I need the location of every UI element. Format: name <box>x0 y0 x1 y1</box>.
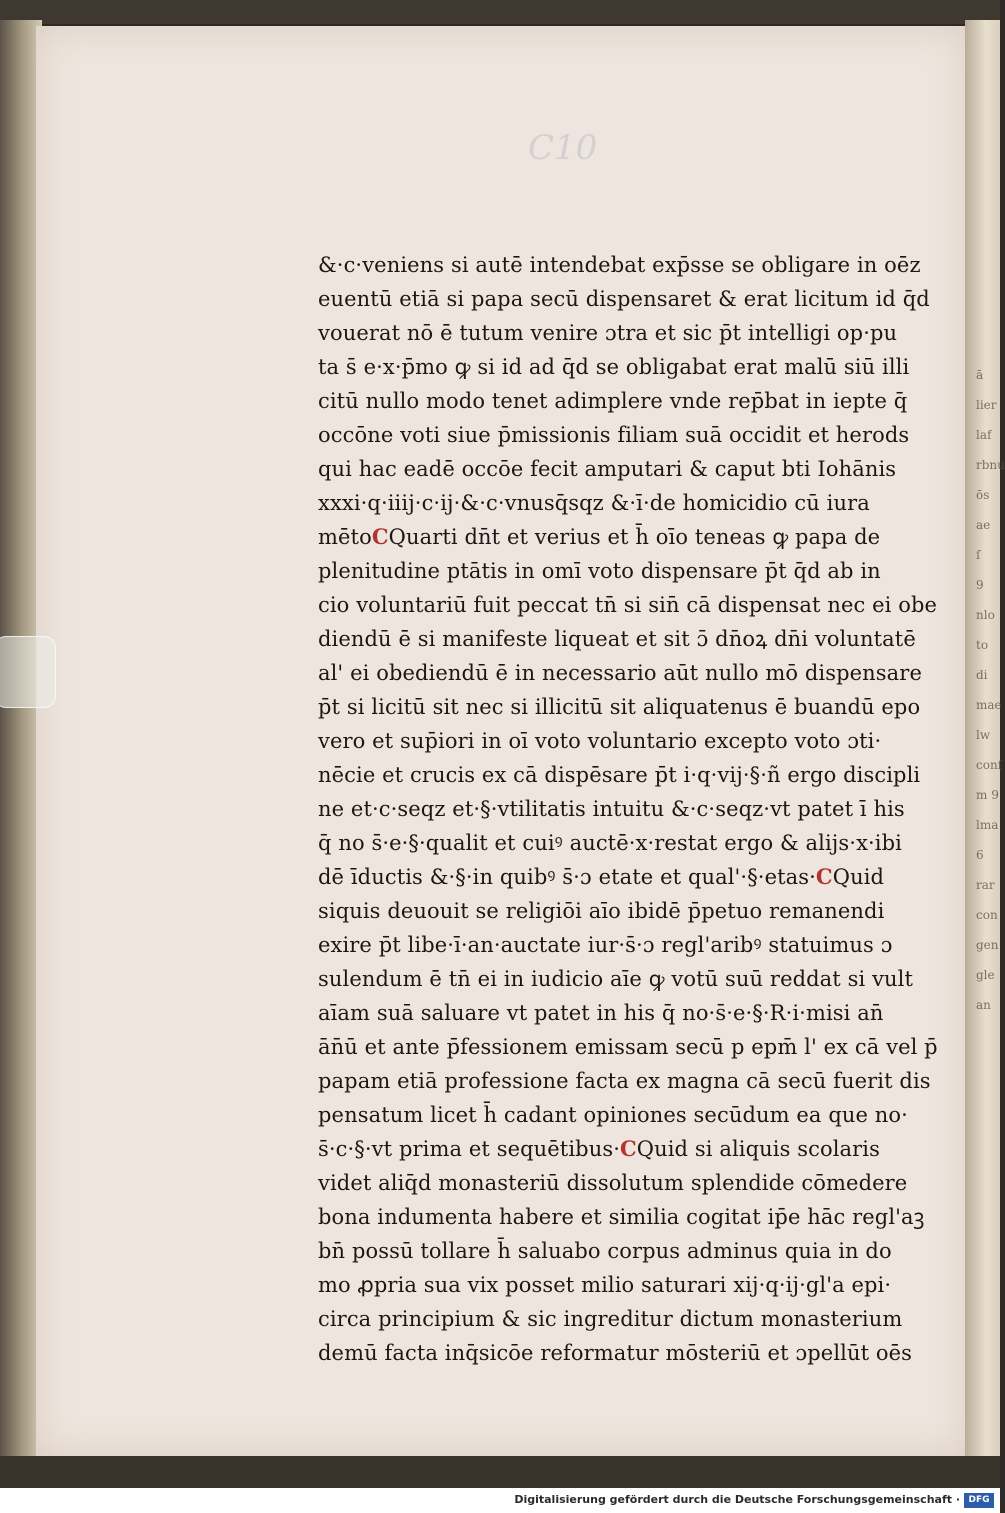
line-segment: sulendum ē tn̄ ei in iudicio aīe ꝙ votū suū reddat si vult <box>318 967 914 991</box>
text-line <box>318 894 912 928</box>
text-line <box>318 622 916 656</box>
line-segment: diendū ē si manifeste liqueat et sit ɔ̄ dn̄oꝝ dn̄i voluntatē <box>318 627 916 651</box>
facing-page-margin-text: ā lier laf rbnu ōs ae ſ 9 nlo to di mae lw conſ m 9 lma 6 rar con gen gle an <box>976 368 1005 1012</box>
dfg-logo: DFG <box>964 1493 994 1508</box>
line-segment: demū facta inq̄sicōe reformatur mōsteriū et ɔpellūt oēs <box>318 1341 913 1365</box>
text-line <box>318 316 912 350</box>
line-segment: dē īductis &·§·in quibꝰ s̄·ɔ etate et qual'·§·etas· <box>318 865 816 889</box>
text-line <box>318 486 912 520</box>
text-line <box>318 928 912 962</box>
line-segment: xxxi·q·iiij·c·ij·&·c·vnusq̄sqz &·ī·de homicidio cū iura <box>318 491 870 515</box>
scan-bottom-edge <box>0 1456 1000 1488</box>
text-line <box>318 1098 912 1132</box>
line-segment: Quarti dn̄t et verius et h̄ oīo teneas ꝙ papa de <box>388 525 881 549</box>
text-line <box>318 656 922 690</box>
text-line <box>318 826 912 860</box>
text-line <box>318 690 921 724</box>
text-line <box>318 724 912 758</box>
line-segment: occōne voti siue p̄missionis filiam suā occidit et herods <box>318 423 910 447</box>
line-segment: ān̄ū et ante p̄fessionem emissam secū p epm̄ l' ex cā vel p̄ <box>318 1035 938 1059</box>
text-line <box>318 758 921 792</box>
text-line <box>318 520 912 554</box>
line-segment: euentū etiā si papa secū dispensaret & erat licitum id q̄d <box>318 287 930 311</box>
footer-credit: Digitalisierung gefördert durch die Deutsche Forschungsgemeinschaft · <box>514 1493 960 1506</box>
text-line <box>318 384 912 418</box>
text-line <box>318 282 930 316</box>
scan-top-edge <box>0 0 1000 24</box>
rubric-mark: C <box>371 524 389 549</box>
rubric-mark: C <box>619 1136 637 1161</box>
line-segment: circa principium & sic ingreditur dictum monasterium <box>318 1307 903 1331</box>
text-line <box>318 554 912 588</box>
text-line <box>318 860 912 894</box>
line-segment: bona indumenta habere et similia cogitat ip̄e hāc regl'aꝫ <box>318 1205 925 1229</box>
text-line <box>318 1302 912 1336</box>
line-segment: pensatum licet h̄ cadant opiniones secūdum ea que no· <box>318 1103 908 1127</box>
body-text <box>318 248 938 1365</box>
text-line <box>318 1200 925 1234</box>
line-segment: mo ꝓpria sua vix posset milio saturari xij·q·ij·gl'a epi· <box>318 1273 892 1297</box>
text-line <box>318 452 912 486</box>
page-clip <box>0 636 56 708</box>
text-line <box>318 996 912 1030</box>
line-segment: s̄·c·§·vt prima et sequētibus· <box>318 1137 620 1161</box>
text-line <box>318 1234 912 1268</box>
line-segment: mēto <box>318 525 372 549</box>
text-line <box>318 792 912 826</box>
text-line <box>318 1132 912 1166</box>
line-segment: bn̄ possū tollare h̄ saluabo corpus adminus quia in do <box>318 1239 892 1263</box>
footer-bar <box>0 1488 1000 1513</box>
rubric-mark: C <box>815 864 833 889</box>
text-line <box>318 1064 931 1098</box>
text-line <box>318 1268 912 1302</box>
text-line <box>318 350 912 384</box>
pencil-note: C10 <box>528 128 598 168</box>
line-segment: videt aliq̄d monasteriū dissolutum splendide cōmedere <box>318 1171 908 1195</box>
line-segment: plenitudine ptātis in omī voto dispensare p̄t q̄d ab in <box>318 559 881 583</box>
line-segment: cio voluntariū fuit peccat tn̄ si sin̄ cā dispensat nec ei obe <box>318 593 938 617</box>
line-segment: aīam suā saluare vt patet in his q̄ no·s̄·e·§·R·i·misi an̄ <box>318 1001 884 1025</box>
line-segment: qui hac eadē occōe fecit amputari & caput bti Iohānis <box>318 457 897 481</box>
line-segment: siquis deuouit se religiōi aīo ibidē p̄petuo remanendi <box>318 899 885 923</box>
line-segment: exire p̄t libe·ī·an·auctate iur·s̄·ɔ regl'aribꝰ statuimus ɔ <box>318 933 893 957</box>
text-line <box>318 248 921 282</box>
text-line <box>318 588 938 622</box>
line-segment: nēcie et crucis ex cā dispēsare p̄t i·q·vij·§·ñ ergo discipli <box>318 763 921 787</box>
text-line <box>318 1166 912 1200</box>
text-line <box>318 962 912 996</box>
line-segment: vero et sup̄iori in oī voto voluntario excepto voto ɔti· <box>318 729 882 753</box>
line-segment: al' ei obediendū ē in necessario aūt nullo mō dispensare <box>318 661 922 685</box>
text-line <box>318 1030 938 1064</box>
line-segment: ne et·c·seqz et·§·vtilitatis intuitu &·c·seqz·vt patet ī his <box>318 797 905 821</box>
line-segment: q̄ no s̄·e·§·qualit et cuiꝰ auctē·x·restat ergo & alijs·x·ibi <box>318 831 902 855</box>
text-line <box>318 1336 912 1370</box>
line-segment: ta s̄ e·x·p̄mo ꝙ si id ad q̄d se obligabat erat malū siū illi <box>318 355 910 379</box>
text-line <box>318 418 912 452</box>
line-segment: &·c·veniens si autē intendebat exp̄sse se obligare in oēz <box>318 253 921 277</box>
line-segment: Quid si aliquis scolaris <box>636 1137 880 1161</box>
line-segment: Quid <box>832 865 885 889</box>
line-segment: p̄t si licitū sit nec si illicitū sit aliquatenus ē buandū epo <box>318 695 921 719</box>
line-segment: citū nullo modo tenet adimplere vnde rep̄bat in iepte q̄ <box>318 389 908 413</box>
line-segment: vouerat nō ē tutum venire ɔtra et sic p̄t intelligi op·pu <box>318 321 898 345</box>
line-segment: papam etiā professione facta ex magna cā secū fuerit dis <box>318 1069 931 1093</box>
